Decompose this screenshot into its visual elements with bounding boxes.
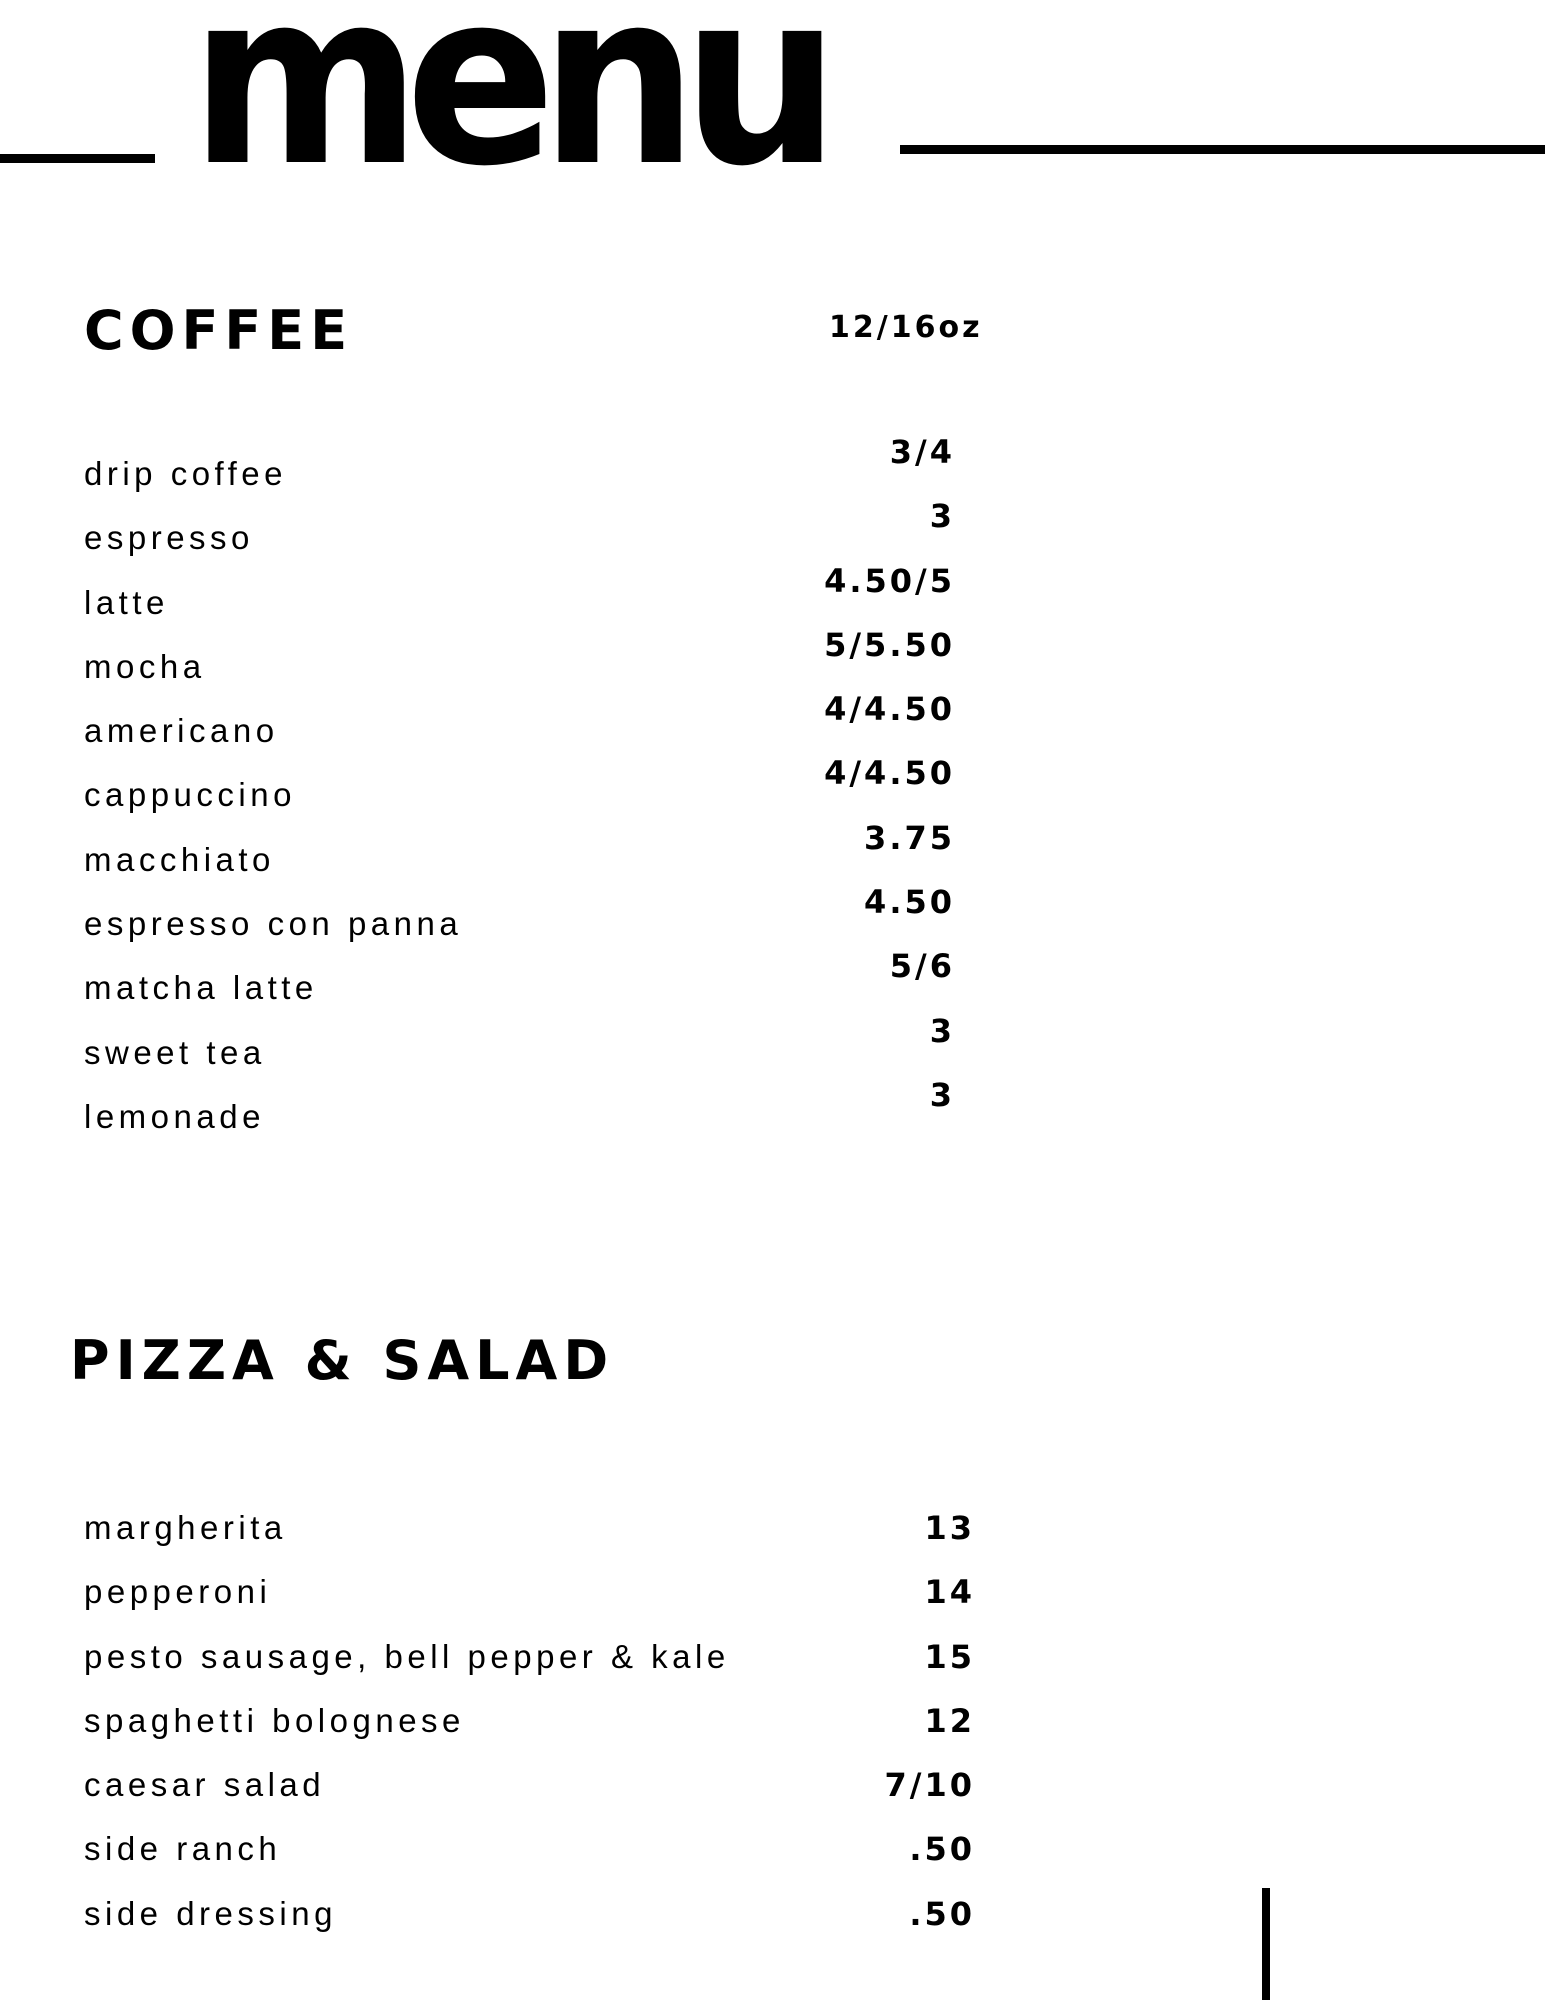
pizza-salad-price-list (780, 1496, 975, 1946)
menu-item-name: spaghetti bolognese (84, 1701, 465, 1739)
menu-item-name: espresso con panna (84, 905, 463, 943)
coffee-price-list (760, 420, 955, 1127)
menu-item-price: 3 (929, 1075, 955, 1114)
menu-item-price: 5/6 (889, 947, 955, 986)
menu-item-name: cappuccino (84, 776, 296, 814)
menu-item-name: espresso (84, 519, 254, 557)
coffee-size-header: 12/16oz (829, 310, 983, 345)
menu-item-name: drip coffee (84, 455, 287, 492)
menu-item-name: latte (84, 583, 169, 621)
menu-item-price: 3/4 (889, 433, 955, 471)
menu-item-price: .50 (909, 1894, 975, 1933)
menu-item-name: sweet tea (84, 1033, 266, 1071)
header-rule-right (900, 145, 1545, 154)
menu-item-price: 3 (929, 1011, 955, 1050)
menu-item-name: pepperoni (84, 1573, 272, 1611)
menu-item-price: 4.50/5 (824, 561, 955, 600)
decorative-vertical-rule (1262, 1888, 1270, 2000)
menu-item-price: 15 (924, 1637, 975, 1676)
menu-item-price: 13 (924, 1509, 975, 1547)
pizza-salad-item-list (84, 1496, 730, 1946)
menu-item-price: 3.75 (864, 818, 955, 857)
coffee-section-title: COFFEE (84, 299, 354, 362)
menu-item-name: macchiato (84, 840, 275, 878)
coffee-item-list (84, 442, 462, 1149)
menu-item-price: 7/10 (884, 1766, 975, 1805)
menu-item-name: americano (84, 712, 279, 750)
menu-item-price: 4/4.50 (824, 690, 955, 729)
menu-item-name: pesto sausage, bell pepper & kale (84, 1637, 730, 1675)
menu-item-price: 4/4.50 (824, 754, 955, 793)
menu-item-name: lemonade (84, 1097, 265, 1135)
menu-item-name: matcha latte (84, 969, 318, 1007)
menu-item-name: margherita (84, 1509, 287, 1546)
menu-item-name: side dressing (84, 1894, 337, 1932)
menu-item-price: 4.50 (864, 883, 955, 922)
menu-item-price: 3 (929, 497, 955, 536)
header-rule-left (0, 154, 155, 163)
menu-item-name: caesar salad (84, 1766, 326, 1804)
menu-item-price: 14 (924, 1573, 975, 1612)
menu-title: menu (190, 0, 824, 220)
pizza-salad-section-title: PIZZA & SALAD (70, 1329, 615, 1392)
menu-item-name: mocha (84, 647, 206, 685)
menu-item-price: .50 (909, 1830, 975, 1869)
menu-item-price: 12 (924, 1701, 975, 1740)
menu-item-name: side ranch (84, 1830, 282, 1868)
menu-item-price: 5/5.50 (824, 625, 955, 664)
